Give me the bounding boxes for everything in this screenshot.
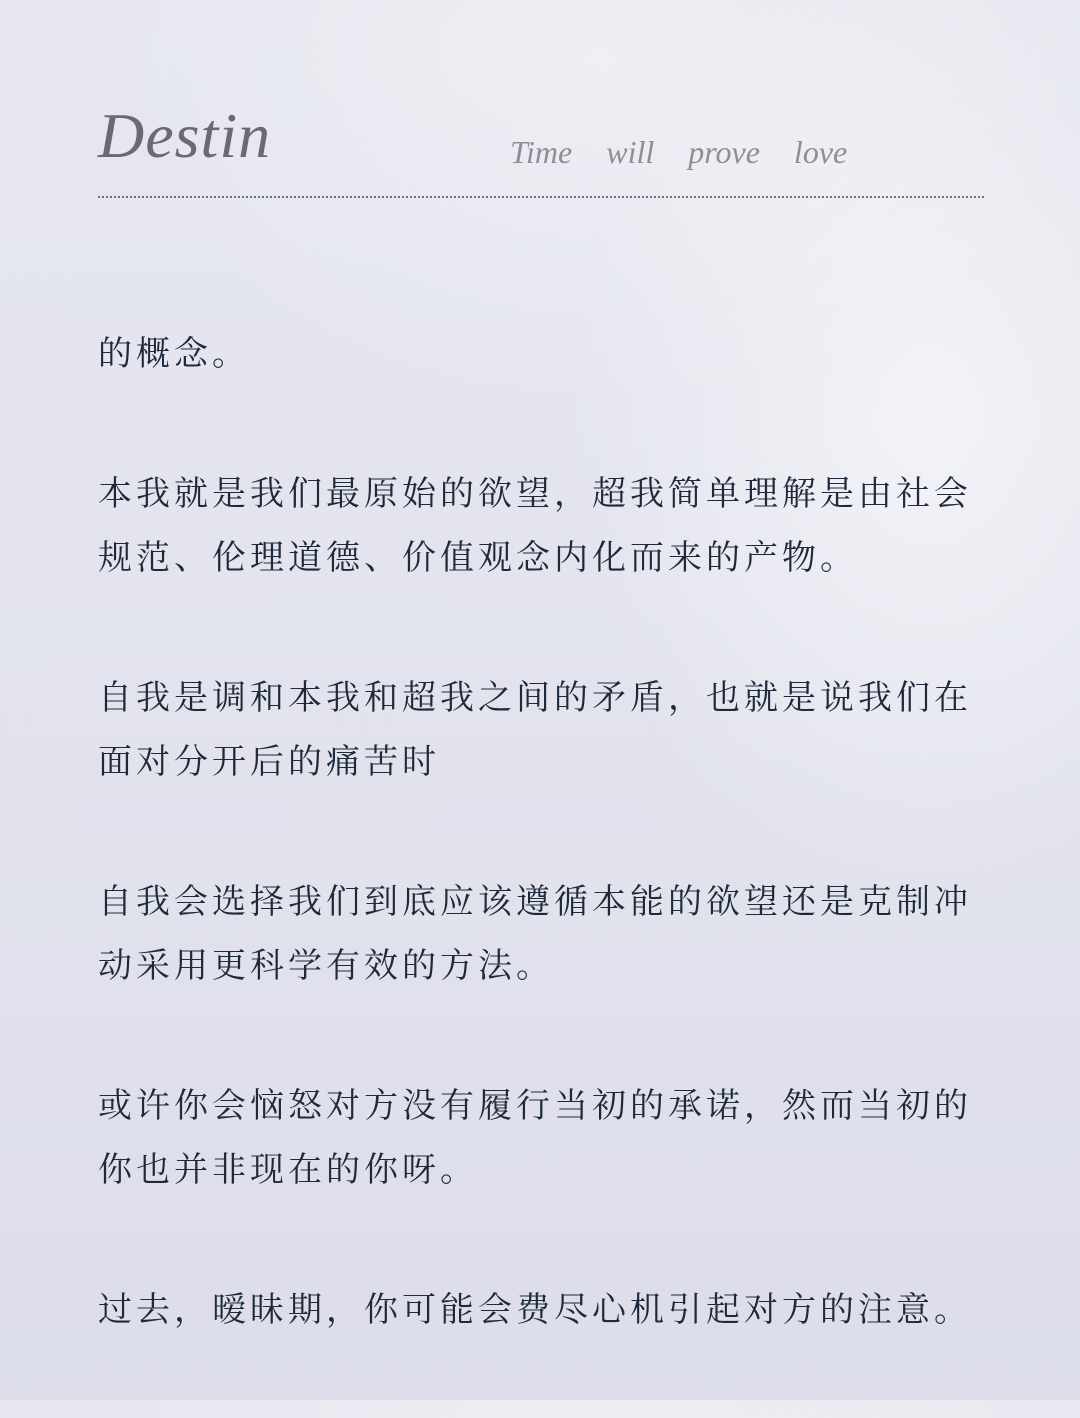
paragraph: 自我是调和本我和超我之间的矛盾，也就是说我们在面对分开后的痛苦时: [98, 678, 972, 782]
tagline-word: prove: [688, 134, 760, 170]
article-body: [98, 322, 988, 1418]
tagline-word: love: [793, 134, 848, 170]
tagline: [510, 136, 847, 168]
paragraph: 过去，暧昧期，你可能会费尽心机引起对方的注意。: [98, 1290, 972, 1330]
tagline-word: will: [606, 134, 655, 170]
dotted-divider: [98, 196, 984, 198]
header: [98, 100, 984, 200]
paragraph: 的概念。: [98, 334, 250, 374]
paragraph: 本我就是我们最原始的欲望，超我简单理解是由社会规范、伦理道德、价值观念内化而来的产物。: [98, 474, 972, 578]
paragraph: 自我会选择我们到底应该遵循本能的欲望还是克制冲动采用更科学有效的方法。: [98, 882, 972, 986]
paragraph: 或许你会恼怒对方没有履行当初的承诺，然而当初的你也并非现在的你呀。: [98, 1086, 972, 1190]
brand-title: Destin: [98, 100, 272, 171]
tagline-word: Time: [510, 134, 573, 170]
